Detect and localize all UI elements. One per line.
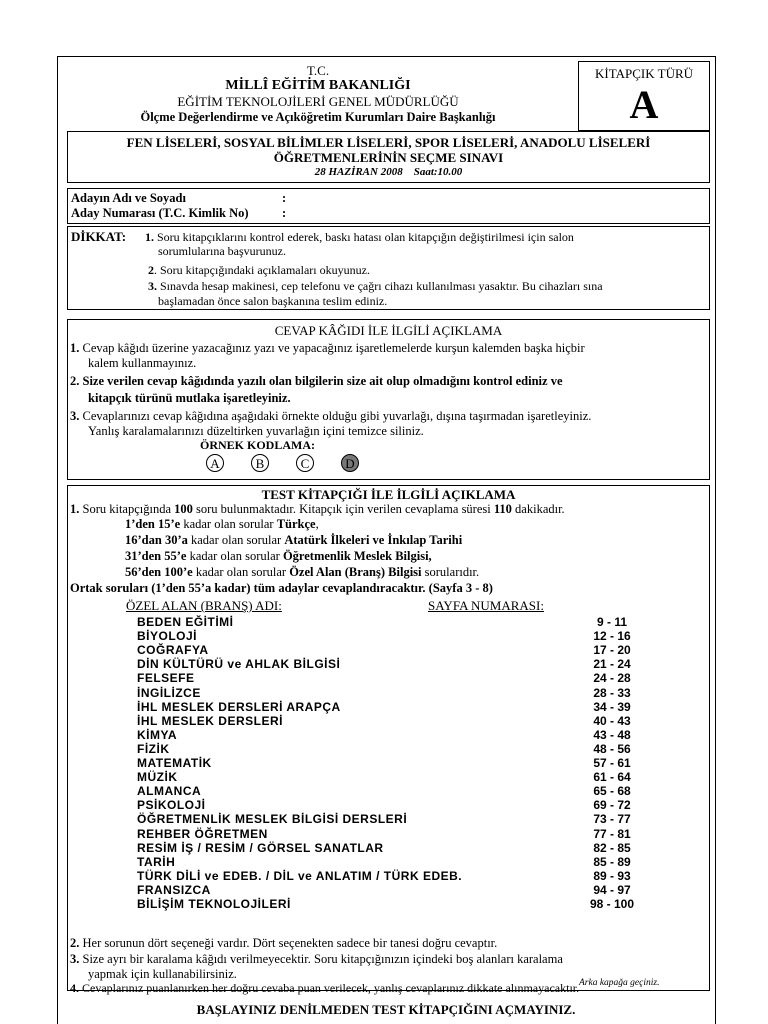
branch-name: DİN KÜLTÜRÜ ve AHLAK BİLGİSİ — [137, 657, 341, 672]
common-questions-note: Ortak soruları (1’den 55’a kadar) tüm adaylar cevaplandıracaktır. (Sayfa 3 - 8) — [70, 581, 493, 595]
booklet-type-label: KİTAPÇIK TÜRÜ — [594, 66, 694, 81]
branch-name: TÜRK DİLİ ve EDEB. / DİL ve ANLATIM / TÜRK EDEB. — [137, 868, 463, 883]
branch-name: REHBER ÖĞRETMEN — [137, 826, 268, 841]
branch-row — [137, 897, 637, 911]
branch-row — [137, 742, 637, 756]
example-coding-label: ÖRNEK KODLAMA: — [200, 438, 315, 452]
branch-column-header: ÖZEL ALAN (BRANŞ) ADI: — [126, 598, 282, 613]
branch-pages: 48 - 56 — [593, 741, 631, 756]
branch-pages: 82 - 85 — [593, 840, 631, 855]
branch-row — [137, 798, 637, 812]
answer-item-2: 2. Size verilen cevap kâğıdında yazılı olan bilgilerin size ait olup olmadığını kontrol ediniz ve — [70, 374, 563, 388]
branch-row — [137, 827, 637, 841]
branch-name: COĞRAFYA — [137, 643, 209, 658]
branch-name: FİZİK — [137, 741, 170, 756]
branch-pages: 65 - 68 — [593, 784, 631, 799]
branch-name: BİLİŞİM TEKNOLOJİLERİ — [137, 897, 291, 911]
example-bubble-a: A — [206, 454, 224, 472]
branch-pages: 77 - 81 — [593, 826, 631, 841]
branch-name: KİMYA — [137, 727, 178, 742]
header-ministry: MİLLÎ EĞİTİM BAKANLIĞI — [225, 78, 411, 93]
branch-row — [137, 686, 637, 700]
branch-row — [137, 671, 637, 685]
range-row-4: 56’den 100’e kadar olan sorular Özel Alan (Branş) Bilgisi sorularıdır. — [125, 565, 480, 579]
branch-row — [137, 657, 637, 671]
branch-name: ÖĞRETMENLİK MESLEK BİLGİSİ DERSLERİ — [137, 812, 408, 827]
exam-time: Saat:10.00 — [413, 166, 463, 178]
test-item-4: 4. Cevaplarınız puanlanırken her doğru cevaba puan verilecek, yanlış cevaplarınız dikkate alınmayacaktır. — [70, 981, 580, 995]
branch-pages: 94 - 97 — [593, 882, 631, 897]
answer-sheet-title: CEVAP KÂĞIDI İLE İLGİLİ AÇIKLAMA — [274, 323, 503, 338]
branch-pages: 85 - 89 — [593, 854, 631, 869]
branch-pages: 17 - 20 — [593, 643, 631, 658]
branch-name: FRANSIZCA — [137, 882, 211, 897]
branch-pages: 34 - 39 — [593, 699, 631, 714]
range-row-2: 16’dan 30’a kadar olan sorular Atatürk İlkeleri ve İnkılap Tarihi — [125, 533, 463, 547]
candidate-number-label: Aday Numarası (T.C. Kimlik No) — [71, 206, 249, 220]
branch-pages: 73 - 77 — [593, 812, 631, 827]
branch-name: FELSEFE — [137, 671, 195, 686]
branch-name: PSİKOLOJİ — [137, 798, 206, 813]
branch-row — [137, 855, 637, 869]
answer-item-3: 3. Cevaplarınızı cevap kâğıdına aşağıdaki örnekte olduğu gibi yuvarlağı, dışına taşırmadan işaretleyiniz. — [70, 409, 592, 423]
exam-cover-page — [57, 56, 716, 1024]
exam-date-time — [68, 166, 709, 178]
branch-name: ALMANCA — [137, 784, 202, 799]
branch-pages: 9 - 11 — [596, 615, 628, 629]
exam-title-line1: FEN LİSELERİ, SOSYAL BİLİMLER LİSELERİ, SPOR LİSELERİ, ANADOLU LİSELERİ — [126, 135, 651, 150]
header-directorate: EĞİTİM TEKNOLOJİLERİ GENEL MÜDÜRLÜĞÜ — [177, 94, 459, 109]
answer-sheet-box — [67, 319, 710, 480]
exam-title-box — [67, 131, 710, 183]
exam-title-line2: ÖĞRETMENLERİNİN SEÇME SINAVI — [273, 150, 504, 165]
answer-item-1: 1. Cevap kâğıdı üzerine yazacağınız yazı ve yapacağınız işaretlemelerde kurşun kalemden başka hiçbir — [70, 341, 585, 355]
branch-row — [137, 869, 637, 883]
range-row-3: 31’den 55’e kadar olan sorular Öğretmenlik Meslek Bilgisi, — [125, 549, 432, 563]
branch-row — [137, 728, 637, 742]
branch-pages: 57 - 61 — [593, 756, 631, 770]
branch-pages: 89 - 93 — [593, 868, 631, 883]
answer-item-2-cont: kitapçık türünü mutlaka işaretleyiniz. — [88, 391, 291, 405]
branch-pages: 24 - 28 — [593, 671, 631, 686]
test-item-1: 1. Soru kitapçığında 100 soru bulunmaktadır. Kitapçık için verilen cevaplama süresi 110 dakikadır. — [70, 502, 565, 516]
test-booklet-box — [67, 485, 710, 995]
test-booklet-title: TEST KİTAPÇIĞI İLE İLGİLİ AÇIKLAMA — [261, 487, 516, 502]
branch-row — [137, 812, 637, 826]
candidate-name-label: Adayın Adı ve Soyadı — [71, 191, 186, 205]
warning-item-3: 3. Sınavda hesap makinesi, cep telefonu ve çağrı cihazı kullanılması yasaktır. Bu cihazları sına — [148, 279, 603, 293]
branch-pages: 43 - 48 — [593, 727, 631, 742]
branch-pages: 69 - 72 — [593, 798, 631, 813]
booklet-type-box — [578, 61, 710, 131]
branch-row — [137, 756, 637, 770]
branch-name: TARİH — [137, 854, 176, 869]
header-department: Ölçme Değerlendirme ve Açıköğretim Kurumları Daire Başkanlığı — [140, 110, 496, 124]
answer-item-3-cont: Yanlış karalamalarınızı düzeltirken yuvarlağın içini temizce siliniz. — [88, 424, 424, 438]
range-row-1: 1’den 15’e kadar olan sorular Türkçe, — [125, 517, 319, 531]
warning-item-1: 1. Soru kitapçıklarını kontrol ederek, baskı hatası olan kitapçığın değiştirilmesi için salon — [145, 230, 574, 244]
test-item-2: 2. Her sorunun dört seçeneği vardır. Dört seçenekten sadece bir tanesi doğru cevaptır. — [70, 936, 498, 950]
branch-pages: 61 - 64 — [593, 770, 631, 785]
branch-row — [137, 629, 637, 643]
candidate-name-colon: : — [282, 191, 287, 205]
branch-row — [137, 770, 637, 784]
example-bubble-b: B — [251, 454, 269, 472]
answer-item-1-cont: kalem kullanmayınız. — [88, 356, 197, 370]
branch-row — [137, 883, 637, 897]
booklet-type-letter: A — [629, 82, 659, 127]
branch-pages: 40 - 43 — [593, 713, 631, 728]
candidate-info-box — [67, 188, 710, 224]
branch-row — [137, 841, 637, 855]
branch-name: MÜZİK — [137, 770, 178, 785]
candidate-number-colon: : — [282, 206, 287, 220]
test-item-3-cont: yapmak için kullanabilirsiniz. — [88, 967, 237, 981]
warning-item-1-cont: sorumlularına başvurunuz. — [158, 244, 286, 258]
example-bubble-c: C — [296, 454, 314, 472]
exam-date: 28 HAZİRAN 2008 — [314, 166, 403, 178]
branch-pages: 12 - 16 — [593, 629, 631, 644]
branch-row — [137, 700, 637, 714]
back-cover-note: Arka kapağa geçiniz. — [579, 978, 660, 988]
branch-name: BİYOLOJİ — [137, 629, 198, 644]
warning-box — [67, 226, 710, 310]
warning-label: DİKKAT: — [71, 229, 127, 244]
branch-pages: 28 - 33 — [593, 685, 631, 700]
branch-name: BEDEN EĞİTİMİ — [137, 615, 234, 629]
branch-pages: 98 - 100 — [589, 897, 635, 911]
warning-item-3-cont: başlamadan önce salon başkanına teslim ediniz. — [158, 294, 388, 308]
branch-name: İHL MESLEK DERSLERİ ARAPÇA — [137, 699, 341, 714]
branch-name: RESİM İŞ / RESİM / GÖRSEL SANATLAR — [137, 840, 384, 855]
page-column-header: SAYFA NUMARASI: — [428, 598, 544, 613]
footer-warning: BAŞLAYINIZ DENİLMEDEN TEST KİTAPÇIĞINI AÇMAYINIZ. — [196, 1002, 576, 1017]
warning-item-2: 2. Soru kitapçığındaki açıklamaları okuyunuz. — [148, 263, 370, 277]
branch-row — [137, 643, 637, 657]
branch-row — [137, 784, 637, 798]
test-item-3: 3. Size ayrı bir karalama kâğıdı verilmeyecektir. Soru kitapçığınızın içindeki boş alanları karalama — [70, 952, 563, 966]
example-bubble-d-filled: D — [341, 454, 359, 472]
branch-row — [137, 714, 637, 728]
branch-pages: 21 - 24 — [593, 657, 631, 672]
branch-name: İNGİLİZCE — [137, 685, 201, 700]
branch-name: MATEMATİK — [137, 756, 212, 770]
branch-row — [137, 615, 637, 629]
header-tc: T.C. — [306, 63, 330, 78]
branch-name: İHL MESLEK DERSLERİ — [137, 713, 283, 728]
